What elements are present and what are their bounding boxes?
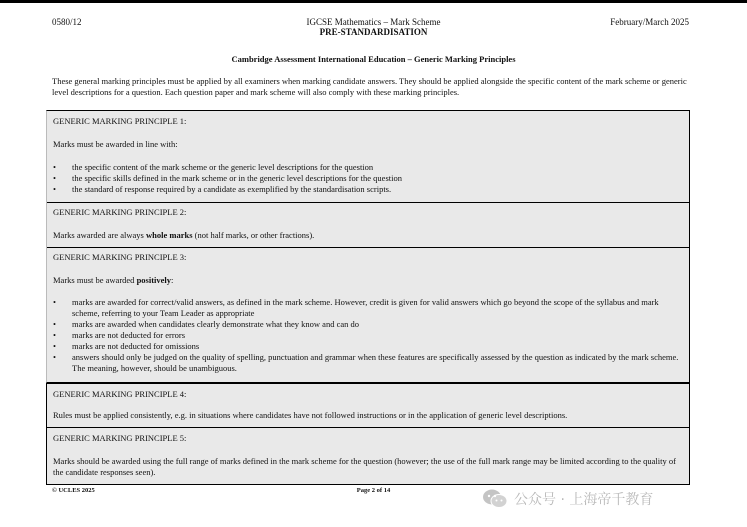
list-item: • marks are awarded for correct/valid answers, as defined in the mark scheme. However, credit is given for valid answers which go beyond the scope of the syllabus and mark scheme, referring to your Team Leader as appropriate	[53, 297, 681, 319]
footer-copyright: © UCLES 2025	[52, 487, 95, 494]
intro-paragraph: These general marking principles must be applied by all examiners when marking candidate answers. They should be applied alongside the specific content of the mark scheme or generic level descriptions for a question. Each question paper and mark scheme will also comply with these marking principles.	[52, 76, 687, 97]
principle-3-list	[53, 297, 681, 374]
list-item: • marks are not deducted for errors	[53, 330, 681, 341]
principle-2-text-bold: whole marks	[146, 230, 193, 240]
list-item: • answers should only be judged on the quality of spelling, punctuation and grammar when these features are specifically assessed by the question as indicated by the mark scheme. The meaning, however, should be unambiguous.	[53, 352, 681, 374]
divider	[47, 427, 689, 428]
principles-box-1	[46, 110, 690, 383]
watermark-text: 公众号 · 上海帝千教育	[514, 492, 654, 508]
principles-box-2	[46, 383, 690, 485]
page-title: Cambridge Assessment International Education – Generic Marking Principles	[231, 54, 516, 64]
divider	[47, 247, 689, 248]
principle-1-list	[53, 162, 681, 195]
list-item: • marks are awarded when candidates clearly demonstrate what they know and can do	[53, 319, 681, 330]
principle-3-intro	[53, 275, 681, 286]
document-title: IGCSE Mathematics – Mark Scheme	[306, 17, 441, 27]
principle-1-heading: GENERIC MARKING PRINCIPLE 1:	[53, 116, 187, 126]
divider	[47, 202, 689, 203]
principle-3-text-after: :	[171, 275, 174, 285]
paper-code: 0580/12	[52, 17, 82, 27]
principle-2-text	[53, 230, 681, 241]
principle-2-text-after: (not half marks, or other fractions).	[192, 230, 315, 240]
principle-4-heading: GENERIC MARKING PRINCIPLE 4:	[53, 389, 187, 399]
list-item: • marks are not deducted for omissions	[53, 341, 681, 352]
principle-5-text: Marks should be awarded using the full range of marks defined in the mark scheme for the question (however; the use of the full mark range may be limited according to the quality of the candidate responses seen).	[53, 456, 676, 477]
principle-2-text-before: Marks awarded are always	[53, 230, 146, 240]
watermark	[482, 484, 653, 514]
principle-2-heading: GENERIC MARKING PRINCIPLE 2:	[53, 207, 187, 217]
document-subtitle: PRE-STANDARDISATION	[319, 27, 428, 37]
wechat-logo-icon	[482, 488, 508, 510]
principle-5-heading: GENERIC MARKING PRINCIPLE 5:	[53, 433, 187, 443]
list-item: • the specific skills defined in the mark scheme or in the generic level descriptions for the question	[53, 173, 681, 184]
list-item: • the specific content of the mark scheme or the generic level descriptions for the question	[53, 162, 681, 173]
principle-3-text-before: Marks must be awarded	[53, 275, 137, 285]
footer-page-number: Page 2 of 14	[356, 487, 391, 494]
top-rule	[0, 0, 747, 3]
principle-3-text-bold: positively	[136, 275, 172, 285]
list-item: • the standard of response required by a candidate as exemplified by the standardisation scripts.	[53, 184, 681, 195]
principle-4-text: Rules must be applied consistently, e.g. in situations where candidates have not followed instructions or in the application of generic level descriptions.	[53, 410, 568, 420]
principle-3-heading: GENERIC MARKING PRINCIPLE 3:	[53, 252, 187, 262]
exam-session: February/March 2025	[610, 17, 689, 27]
principle-1-intro: Marks must be awarded in line with:	[53, 139, 178, 149]
